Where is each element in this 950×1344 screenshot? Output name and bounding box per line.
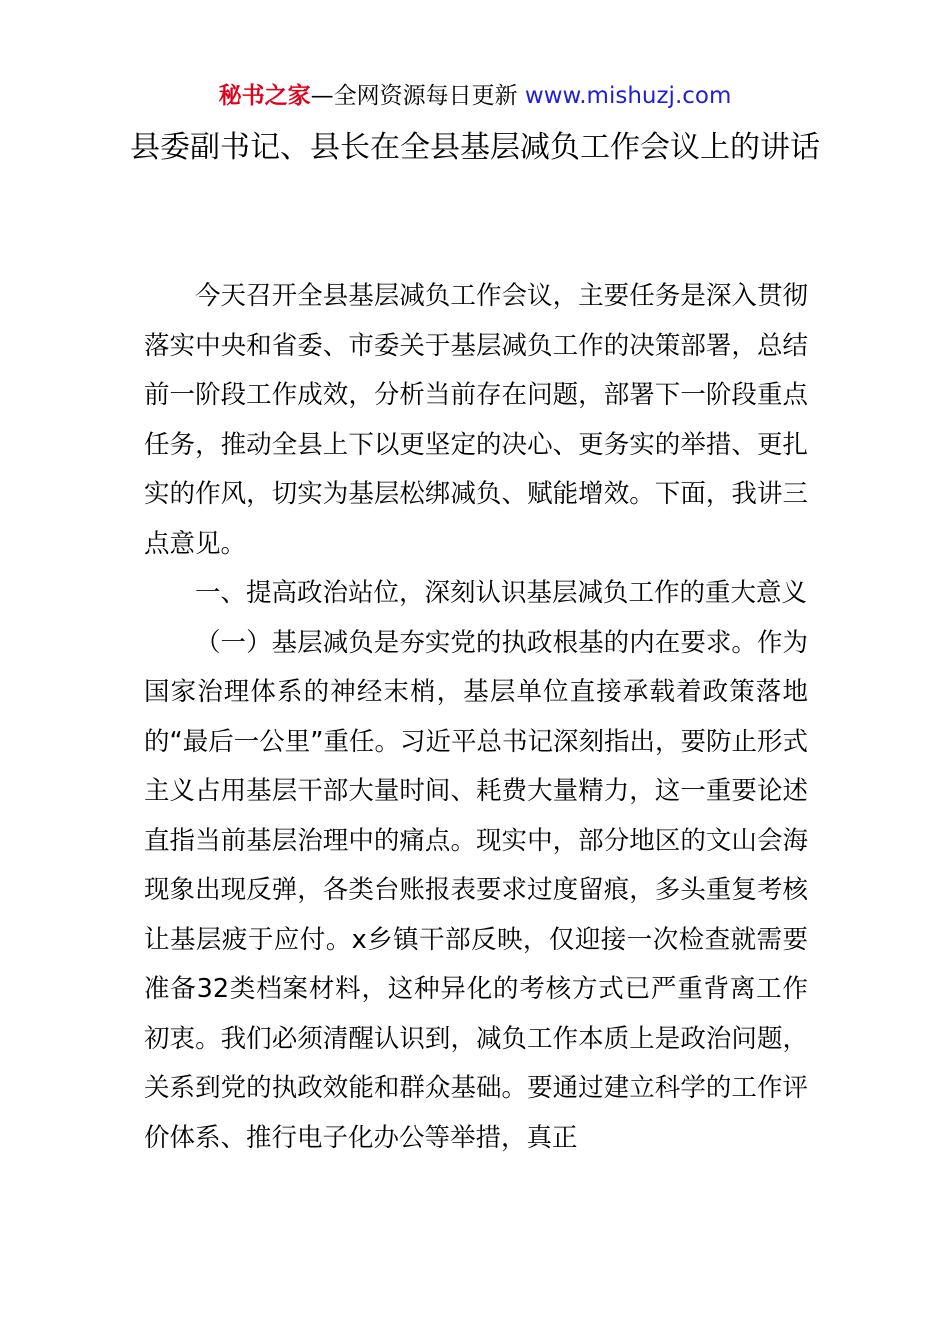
paragraph-subsection-1: （一）基层减负是夯实党的执政根基的内在要求。作为国家治理体系的神经末梢，基层单位直接承载着政策落地的“最后一公里”重任。习近平总书记深刻指出，要防止形式主义占用基层干部大量时间、耗费大量精力，这一重要论述直指当前基层治理中的痛点。现实中，部分地区的文山会海现象出现反弹，各类台账报表要求过度留痕，多头重复考核让基层疲于应付。x乡镇干部反映，仅迎接一次检查就需要准备32类档案材料，这种异化的考核方式已严重背离工作初衷。我们必须清醒认识到，减负工作本质上是政治问题，关系到党的执政效能和群众基础。要通过建立科学的工作评价体系、推行电子化办公等举措，真正 xyxy=(144,627,808,1153)
site-brand: 秘书之家 xyxy=(218,83,311,109)
paragraph-intro: 今天召开全县基层减负工作会议，主要任务是深入贯彻落实中央和省委、市委关于基层减负工作的决策部署，总结前一阶段工作成效，分析当前存在问题，部署下一阶段重点任务，推动全县上下以更坚定的决心、更务实的举措、更扎实的作风，切实为基层松绑减负、赋能增效。下面，我讲三点意见。 xyxy=(144,281,808,559)
site-header xyxy=(0,80,950,112)
site-tagline: —全网资源每日更新 xyxy=(310,83,525,109)
section-heading-1: 一、提高政治站位，深刻认识基层减负工作的重大意义 xyxy=(195,578,808,608)
site-url-link[interactable]: www.mishuzj.com xyxy=(524,83,732,109)
document-body xyxy=(144,272,808,1163)
document-title: 县委副书记、县长在全县基层减负工作会议上的讲话 xyxy=(130,130,820,165)
